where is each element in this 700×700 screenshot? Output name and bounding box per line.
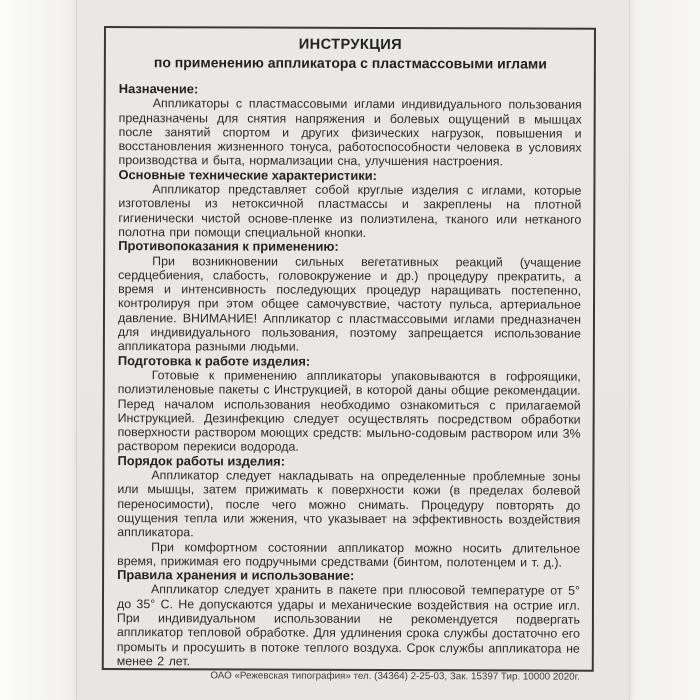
section-storage [117,568,580,670]
section-storage-heading: Правила хранения и использование: [117,567,355,583]
section-specs-paragraph: Аппликатор представляет собой круглые изделия с иглами, которые изготовлены из нетоксичной пластмассы и закреплены на плотной гигиенически чистой основе-пленке из полиэтилена, тканого или нетканого полотна при помощи специальной кнопки. [118,182,582,240]
section-purpose [119,82,582,169]
section-purpose-heading: Назначение: [118,81,199,97]
section-preparation-heading: Подготовка к работе изделия: [117,352,311,369]
title-block [119,35,582,73]
document-border-frame [102,26,596,683]
document-title: ИНСТРУКЦИЯ [298,36,403,54]
section-preparation [118,354,581,456]
section-specs [118,168,581,241]
instruction-sheet [76,0,630,700]
section-storage-paragraph: Аппликатор следует хранить в пакете при плюсовой температуре от 5° до 35° С. Не допускаются удары и механические воздействия на острие игл. При индивидуальном использовании не рекомендуется подвергать аппликатор тепловой обработке. Для удлинения срока службы достаточно его промыть и просушить в потоке теплого воздуха. Срок службы аппликатора не менее 2 лет. [116,582,581,669]
section-contraindications-paragraph: При возникновении сильных вегетативных реакций (учащение сердцебиения, слабость, головокружение и др.) процедуру прекратить, а время и интенсивность последующих процедур наращивать постепенно, контролируя при этом общее самочувствие, частоту пульса, артериальное давление. ВНИМАНИЕ! Аппликатор с пластмассовыми иглами предназначен для индивидуального пользования, поэтому запрещается использование аппликатора разными людьми. [117,253,582,355]
section-purpose-paragraph: Аппликаторы с пластмассовыми иглами индивидуального пользования предназначены для снятия напряжения и болевых ощущений в мышцах после занятий спортом и других физических нагрузок, повышения и восстановления жизненного тонуса, работоспособности человека в условиях производства и быта, нормализации сна, улучшения настроения. [118,96,582,169]
section-contraindications-heading: Противопоказания к применению: [118,238,339,255]
section-operation-paragraph-1: Аппликатор следует накладывать на определенные проблемные зоны или мышцы, затем прижимать к поверхности кожи (в пределах болевой переносимости), после чего можно снимать. Процедуру повторять до ощущения тепла или жжения, что указывает на эффективность воздействия аппликатора. [117,468,581,540]
document-subtitle: по применению аппликатора с пластмассовыми иглами [153,54,547,72]
section-operation [117,454,580,570]
section-operation-paragraph-2: При комфортном состоянии аппликатор можно носить длительное время, прижимая его подручными средствами (бинтом, полотенцем и т. д.). [117,539,581,570]
section-contraindications [118,239,581,355]
printing-house-imprint: ОАО «Режевская типография» тел. (34364) 2-25-03, Зак. 15397 Тир. 10000 2020г. [210,670,580,683]
section-specs-heading: Основные технические характеристики: [118,166,378,183]
section-operation-heading: Порядок работы изделия: [117,452,286,469]
section-preparation-paragraph: Готовые к применению аппликаторы упаковываются в гофроящики, полиэтиленовые пакеты с Инструкцией, в которой даны общие рекомендации. Перед началом использования необходимо ознакомиться с прилагаемой Инструкцией. Дезинфекцию следует осуществлять посредством обработки поверхности раствором моющих средств: мыльно-содовым раствором или 3% раствором перекиси водорода. [117,368,581,455]
